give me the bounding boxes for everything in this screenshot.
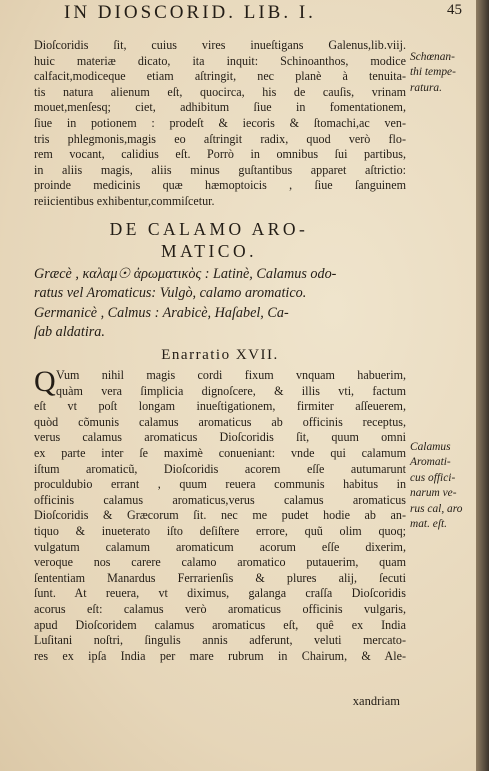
margin-line: ratura. <box>410 81 442 94</box>
text-line: reiicientibus exhibentur,commiſcetur. <box>34 193 215 208</box>
text-line: rem vocant, calidius eſt. Porrò in omnibus ſui partibus, <box>34 147 406 162</box>
margin-line: Calamus <box>410 441 451 453</box>
paragraph-enarratio <box>34 365 406 664</box>
paragraph-schoenanthus <box>34 38 406 210</box>
text-line: eſt vt poſt longam inueſtigationem, firmiter aſſeuerem, <box>34 399 406 414</box>
text-line: tiquo & inueterato iſto deſiſtere errore, quũ olim quoq; <box>34 523 406 538</box>
margin-line: cus offici- <box>410 471 456 484</box>
text-line: in aliis magis, aliis minus guſtantibus apparet aſtrictio: <box>34 162 406 177</box>
text-line: ex parte inter ſe maximè conueniant: vnde qui calamum <box>34 445 406 460</box>
margin-line: mat. eſt. <box>410 518 448 531</box>
text-line: veroque nos carere calamo aromatico putauerim, quam <box>34 555 406 570</box>
drop-capital: Q <box>34 365 56 398</box>
names-line: Germanicè , Calmus : Arabicè, Haſabel, Ca- <box>34 304 289 321</box>
text-line: proculdubio errant , quum reuera communis habitus in <box>34 477 406 492</box>
names-line: Græcè , καλαμ☉ ἀρωματικὸς : Latinè, Calamus odo- <box>34 266 337 282</box>
names-line: ſab aldatira. <box>34 323 105 340</box>
margin-line: Schœnan- <box>410 51 455 63</box>
text-line: quàm vera ſimplicia dignoſcere, & illis vti, factum <box>56 383 406 398</box>
text-line: vulgatum calamum aromaticum acorum eſſe dixerim, <box>34 539 406 554</box>
text-line: verus calamus aromaticus Dioſcoridis ſit, quum omni <box>34 430 406 445</box>
text-line: ſententiam Manardus Ferrarienſis & plures alij, ſecuti <box>34 570 406 585</box>
text-line: calfacit,modiceque etiam aſtringit, nec planè à tenuita- <box>34 69 406 84</box>
margin-note-schoenanthus <box>410 50 472 96</box>
text-line: ſunt. At reuera, vt diximus, galanga craſſa Dioſcoridis <box>34 586 406 601</box>
running-title: IN DIOSCORID. LIB. I. <box>64 2 316 23</box>
text-line: Dioſcoridis & Græcorum ſit. nec me pudet hodie ab an- <box>34 508 406 523</box>
text-line: ſiue in potionem : prodeſt & iecoris & ſtomachi,ac ven- <box>34 115 406 130</box>
running-header <box>64 2 464 26</box>
heading-line: DE CALAMO ARO- <box>109 219 309 239</box>
text-line: Luſitani noſtri, ſingulis annis adferunt, veluti mercato- <box>34 633 406 648</box>
text-line: Dioſcoridis ſit, cuius vires inueſtigans Galenus,lib.viij. <box>34 38 406 52</box>
page-edge-shadow <box>476 0 489 771</box>
text-line: Vum nihil magis cordi fixum vnquam habuerim, <box>56 368 406 382</box>
text-line: apud Dioſcoridem calamus aromaticus eſt, quê ex India <box>34 617 406 632</box>
text-line: officinis calamus aromaticus,verus calamus aromaticus <box>34 492 406 507</box>
page-number: 45 <box>447 2 462 18</box>
text-line: acorus eſt: calamus verò aromaticus officinis vulgaris, <box>34 601 406 616</box>
text-line: proinde medicinis quæ hæmoptoicis , ſiue ſanguinem <box>34 178 406 193</box>
margin-line: narum ve- <box>410 487 457 500</box>
section-heading <box>64 218 354 262</box>
heading-line: MATICO. <box>161 241 257 261</box>
margin-line: rus cal, aro <box>410 502 463 515</box>
text-line: quòd cõmunis calamus aromaticus ab officinis receptus, <box>34 414 406 429</box>
catchword: xandriam <box>352 694 400 708</box>
text-line: tris phlegmonis,magis eo aſtringit radix, quod verò flo- <box>34 131 406 146</box>
margin-note-calamus <box>410 440 472 532</box>
margin-line: Aromati- <box>410 456 451 469</box>
margin-line: thi tempe- <box>410 66 456 79</box>
text-line: tis natura alienum eſt, quocirca, his de cauſis, vrinam <box>34 84 406 99</box>
enarratio-heading: Enarratio XVII. <box>161 347 279 363</box>
text-line: mouet,menſesq; ciet, adhibitum ſiue in fomentationem, <box>34 100 406 115</box>
text-line: res ex ipſa India per mare rubrum in Chairum, & Ale- <box>34 648 406 663</box>
text-line: iſtum aromaticũ, Dioſcoridis acorem eſſe autumarunt <box>34 461 406 476</box>
plant-names-block <box>34 265 406 342</box>
names-line: ratus vel Aromaticus: Vulgò, calamo aromatico. <box>34 285 307 302</box>
text-line: huic materiæ dicato, ita inquit: Schinoanthos, modice <box>34 53 406 68</box>
